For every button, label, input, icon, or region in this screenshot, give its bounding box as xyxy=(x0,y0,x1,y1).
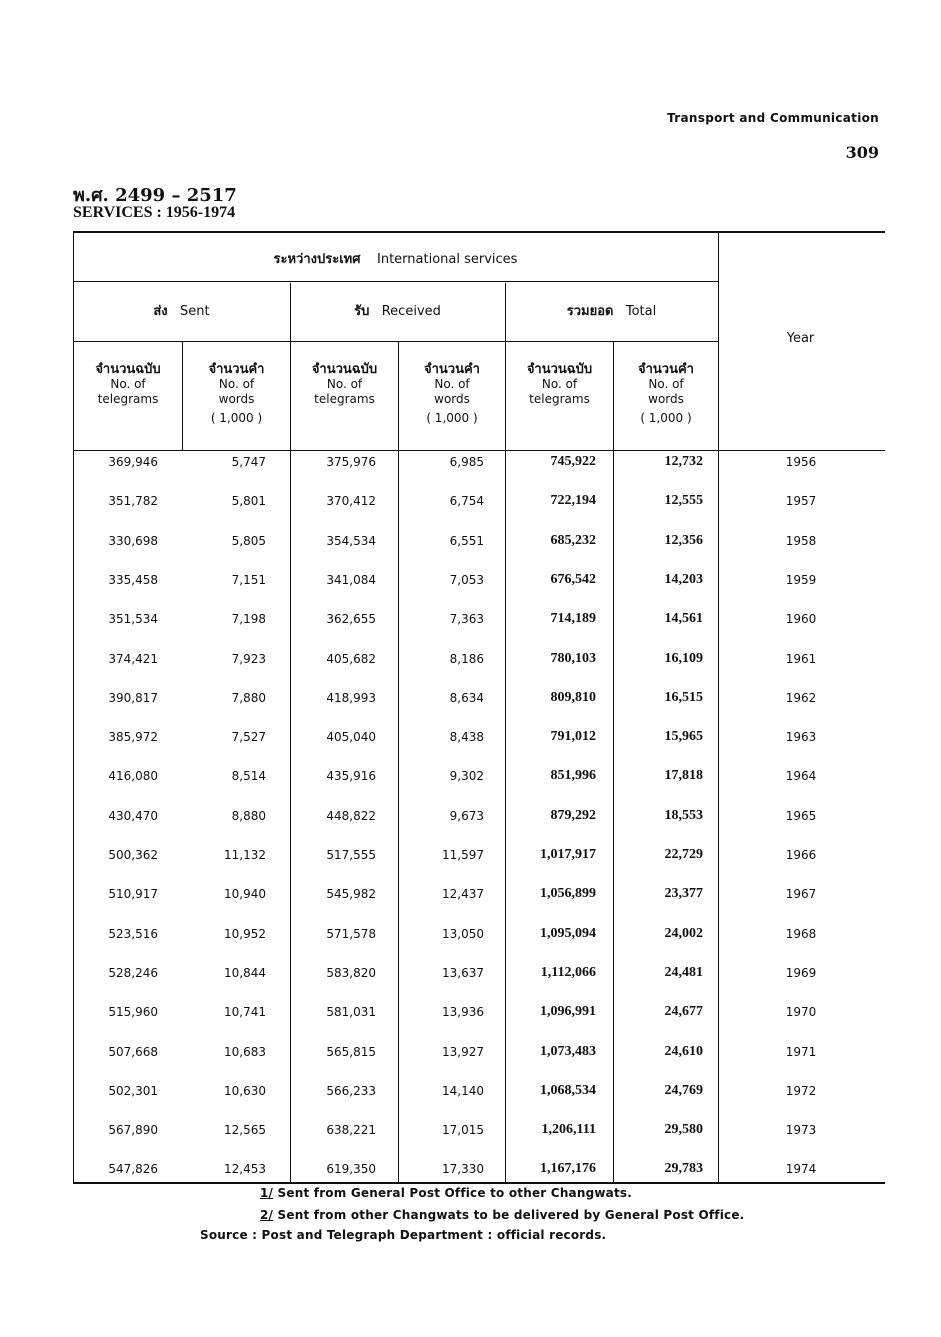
col-header-sent-telegrams xyxy=(74,362,182,407)
col-header-received-words xyxy=(399,362,505,426)
cell-tot-tel: 676,542 xyxy=(550,572,596,587)
international-header-thai: ระหว่างประเทศ xyxy=(273,252,361,267)
running-head: Transport and Communication xyxy=(667,111,879,125)
cell-rec-words: 13,927 xyxy=(442,1045,484,1059)
received-header-english: Received xyxy=(381,304,441,319)
cell-tot-tel: 1,068,534 xyxy=(540,1083,596,1098)
total-header xyxy=(505,304,718,319)
cell-tot-words: 24,481 xyxy=(664,965,703,980)
cell-tot-words: 14,561 xyxy=(664,611,703,626)
cell-sent-tel: 335,458 xyxy=(108,573,158,587)
cell-sent-words: 10,952 xyxy=(224,927,266,941)
col-header-sent-words xyxy=(183,362,290,426)
col-unit-label: ( 1,000 ) xyxy=(426,411,478,425)
cell-rec-words: 13,050 xyxy=(442,927,484,941)
cell-rec-tel: 583,820 xyxy=(326,966,376,980)
cell-year: 1973 xyxy=(785,1123,817,1137)
col-english-label: telegrams xyxy=(314,392,375,406)
col-english-label: words xyxy=(434,392,470,406)
cell-sent-words: 5,801 xyxy=(231,494,266,508)
cell-rec-words: 17,015 xyxy=(442,1123,484,1137)
cell-year: 1966 xyxy=(785,848,817,862)
col-english-label: words xyxy=(218,392,255,406)
cell-sent-words: 5,747 xyxy=(231,455,266,469)
cell-tot-tel: 780,103 xyxy=(550,651,596,666)
cell-year: 1970 xyxy=(785,1005,817,1019)
cell-rec-tel: 362,655 xyxy=(326,612,376,626)
cell-rec-words: 8,634 xyxy=(449,691,484,705)
cell-tot-tel: 809,810 xyxy=(550,690,596,705)
cell-tot-tel: 1,167,176 xyxy=(540,1161,596,1176)
cell-year: 1965 xyxy=(785,809,817,823)
cell-sent-tel: 547,826 xyxy=(108,1162,158,1176)
cell-sent-words: 8,514 xyxy=(231,769,266,783)
cell-rec-tel: 571,578 xyxy=(326,927,376,941)
cell-tot-tel: 1,095,094 xyxy=(540,926,596,941)
cell-year: 1957 xyxy=(785,494,817,508)
cell-sent-tel: 374,421 xyxy=(108,652,158,666)
cell-tot-words: 12,356 xyxy=(664,533,703,548)
col-english-label: No. of xyxy=(541,377,578,391)
total-header-english: Total xyxy=(625,304,657,319)
cell-year: 1968 xyxy=(785,927,817,941)
col-english-label: No. of xyxy=(218,377,255,391)
cell-rec-tel: 375,976 xyxy=(326,455,376,469)
col-thai-label: จำนวนฉบับ xyxy=(95,362,161,377)
col-thai-label: จำนวนคำ xyxy=(208,362,265,377)
col-thai-label: จำนวนคำ xyxy=(424,362,480,377)
col-divider-2 xyxy=(398,341,399,1183)
cell-tot-tel: 851,996 xyxy=(550,768,596,783)
cell-sent-words: 11,132 xyxy=(224,848,266,862)
cell-rec-tel: 435,916 xyxy=(326,769,376,783)
cell-rec-words: 12,437 xyxy=(442,887,484,901)
col-english-label: No. of xyxy=(434,377,470,391)
cell-year: 1974 xyxy=(785,1162,817,1176)
cell-tot-words: 16,515 xyxy=(664,690,703,705)
col-header-total-words xyxy=(614,362,718,426)
international-header-english: International services xyxy=(377,252,518,267)
cell-tot-words: 17,818 xyxy=(664,768,703,783)
cell-sent-words: 10,940 xyxy=(224,887,266,901)
cell-tot-words: 29,580 xyxy=(664,1122,703,1137)
cell-sent-tel: 430,470 xyxy=(108,809,158,823)
col-thai-label: จำนวนฉบับ xyxy=(526,362,593,377)
cell-sent-tel: 515,960 xyxy=(108,1005,158,1019)
cell-sent-tel: 351,782 xyxy=(108,494,158,508)
cell-rec-tel: 566,233 xyxy=(326,1084,376,1098)
cell-rec-tel: 581,031 xyxy=(326,1005,376,1019)
cell-rec-words: 6,985 xyxy=(449,455,484,469)
col-divider-3 xyxy=(613,341,614,1183)
cell-rec-tel: 405,682 xyxy=(326,652,376,666)
cell-rec-words: 9,302 xyxy=(449,769,484,783)
cell-sent-tel: 502,301 xyxy=(108,1084,158,1098)
page-title: SERVICES : 1956-1974 xyxy=(73,204,236,221)
cell-rec-words: 14,140 xyxy=(442,1084,484,1098)
cell-tot-tel: 1,112,066 xyxy=(540,965,596,980)
cell-tot-words: 29,783 xyxy=(664,1161,703,1176)
col-header-total-telegrams xyxy=(506,362,613,407)
cell-rec-tel: 354,534 xyxy=(326,534,376,548)
cell-tot-words: 24,002 xyxy=(664,926,703,941)
col-thai-label: จำนวนคำ xyxy=(638,362,694,377)
cell-sent-words: 8,880 xyxy=(231,809,266,823)
total-header-thai: รวมยอด xyxy=(566,304,614,319)
cell-tot-tel: 722,194 xyxy=(550,493,596,508)
cell-sent-tel: 523,516 xyxy=(108,927,158,941)
cell-sent-words: 10,683 xyxy=(224,1045,266,1059)
table-bottom-rule xyxy=(73,1182,885,1184)
cell-tot-tel: 1,206,111 xyxy=(541,1122,596,1137)
received-header xyxy=(290,304,505,319)
cell-sent-words: 7,880 xyxy=(231,691,266,705)
cell-tot-tel: 1,073,483 xyxy=(540,1044,596,1059)
col-unit-label: ( 1,000 ) xyxy=(210,411,263,425)
cell-sent-tel: 507,668 xyxy=(108,1045,158,1059)
cell-tot-words: 24,610 xyxy=(664,1044,703,1059)
cell-tot-words: 14,203 xyxy=(664,572,703,587)
footnote-1 xyxy=(260,1186,632,1200)
cell-rec-words: 8,438 xyxy=(449,730,484,744)
cell-rec-words: 7,363 xyxy=(449,612,484,626)
footnote-1-mark: 1/ xyxy=(260,1186,274,1200)
cell-sent-words: 10,741 xyxy=(224,1005,266,1019)
international-header xyxy=(73,252,718,267)
page-number: 309 xyxy=(845,143,879,162)
year-header: Year xyxy=(786,331,815,346)
cell-rec-tel: 545,982 xyxy=(326,887,376,901)
received-header-thai: รับ xyxy=(354,304,370,319)
cell-sent-tel: 528,246 xyxy=(108,966,158,980)
sent-header xyxy=(73,304,290,319)
col-unit-label: ( 1,000 ) xyxy=(640,411,692,425)
col-english-label: No. of xyxy=(110,377,146,391)
group-rule xyxy=(73,341,718,342)
cell-rec-tel: 619,350 xyxy=(326,1162,376,1176)
footnote-2-mark: 2/ xyxy=(260,1208,274,1222)
cell-rec-tel: 448,822 xyxy=(326,809,376,823)
cell-rec-words: 7,053 xyxy=(449,573,484,587)
cell-rec-tel: 405,040 xyxy=(326,730,376,744)
cell-rec-tel: 370,412 xyxy=(326,494,376,508)
table-top-rule xyxy=(73,231,885,233)
footnote-2 xyxy=(260,1208,744,1222)
cell-sent-words: 7,923 xyxy=(231,652,266,666)
col-english-label: words xyxy=(648,392,684,406)
cell-tot-words: 22,729 xyxy=(664,847,703,862)
cell-tot-words: 18,553 xyxy=(664,808,703,823)
header-bottom-rule xyxy=(73,450,885,451)
cell-sent-tel: 500,362 xyxy=(108,848,158,862)
cell-year: 1971 xyxy=(785,1045,817,1059)
cell-rec-words: 6,551 xyxy=(449,534,484,548)
cell-year: 1972 xyxy=(785,1084,817,1098)
cell-rec-tel: 341,084 xyxy=(326,573,376,587)
cell-tot-tel: 714,189 xyxy=(550,611,596,626)
cell-tot-words: 12,732 xyxy=(664,454,703,469)
col-english-label: telegrams xyxy=(97,392,159,406)
cell-sent-tel: 351,534 xyxy=(108,612,158,626)
cell-sent-words: 12,565 xyxy=(224,1123,266,1137)
cell-sent-tel: 330,698 xyxy=(108,534,158,548)
cell-tot-words: 15,965 xyxy=(664,729,703,744)
cell-year: 1969 xyxy=(785,966,817,980)
source-note: Source : Post and Telegraph Department : official records. xyxy=(200,1228,607,1242)
cell-year: 1956 xyxy=(785,455,817,469)
col-english-label: No. of xyxy=(326,377,363,391)
cell-tot-tel: 685,232 xyxy=(550,533,596,548)
cell-sent-words: 7,198 xyxy=(231,612,266,626)
cell-year: 1964 xyxy=(785,769,817,783)
sent-header-english: Sent xyxy=(180,304,210,319)
footnote-2-text: Sent from other Changwats to be delivered by General Post Office. xyxy=(277,1208,745,1222)
cell-year: 1958 xyxy=(785,534,817,548)
cell-tot-tel: 745,922 xyxy=(550,454,596,469)
cell-tot-words: 24,677 xyxy=(664,1004,703,1019)
cell-sent-tel: 567,890 xyxy=(108,1123,158,1137)
cell-tot-tel: 879,292 xyxy=(550,808,596,823)
col-thai-label: จำนวนฉบับ xyxy=(311,362,378,377)
cell-rec-words: 13,936 xyxy=(442,1005,484,1019)
cell-tot-words: 23,377 xyxy=(664,886,703,901)
col-english-label: telegrams xyxy=(529,392,590,406)
cell-year: 1961 xyxy=(785,652,817,666)
cell-rec-words: 6,754 xyxy=(449,494,484,508)
cell-tot-tel: 1,017,917 xyxy=(540,847,596,862)
cell-rec-tel: 565,815 xyxy=(326,1045,376,1059)
cell-year: 1967 xyxy=(785,887,817,901)
cell-rec-tel: 638,221 xyxy=(326,1123,376,1137)
cell-sent-tel: 510,917 xyxy=(108,887,158,901)
year-column-divider xyxy=(718,231,719,1183)
cell-tot-words: 24,769 xyxy=(664,1083,703,1098)
cell-sent-words: 5,805 xyxy=(231,534,266,548)
cell-year: 1959 xyxy=(785,573,817,587)
cell-rec-words: 11,597 xyxy=(442,848,484,862)
cell-sent-words: 10,630 xyxy=(224,1084,266,1098)
cell-tot-words: 16,109 xyxy=(664,651,703,666)
title-thai: พ.ศ. 2499 – 2517 xyxy=(73,185,237,206)
cell-rec-words: 17,330 xyxy=(442,1162,484,1176)
cell-rec-words: 13,637 xyxy=(442,966,484,980)
col-header-received-telegrams xyxy=(291,362,398,407)
cell-tot-tel: 791,012 xyxy=(550,729,596,744)
cell-tot-tel: 1,096,991 xyxy=(540,1004,596,1019)
cell-rec-tel: 418,993 xyxy=(326,691,376,705)
cell-sent-words: 12,453 xyxy=(224,1162,266,1176)
cell-rec-words: 8,186 xyxy=(449,652,484,666)
cell-rec-words: 9,673 xyxy=(449,809,484,823)
footnote-1-text: Sent from General Post Office to other Changwats. xyxy=(277,1186,633,1200)
cell-year: 1962 xyxy=(785,691,817,705)
cell-tot-words: 12,555 xyxy=(664,493,703,508)
cell-sent-tel: 416,080 xyxy=(108,769,158,783)
international-rule xyxy=(73,281,718,282)
group-divider-2 xyxy=(505,283,506,1183)
sent-header-thai: ส่ง xyxy=(153,304,168,319)
cell-year: 1963 xyxy=(785,730,817,744)
cell-sent-words: 10,844 xyxy=(224,966,266,980)
cell-sent-tel: 369,946 xyxy=(108,455,158,469)
cell-sent-words: 7,151 xyxy=(231,573,266,587)
cell-sent-tel: 385,972 xyxy=(108,730,158,744)
cell-sent-words: 7,527 xyxy=(231,730,266,744)
cell-rec-tel: 517,555 xyxy=(326,848,376,862)
group-divider-1 xyxy=(290,283,291,1183)
cell-year: 1960 xyxy=(785,612,817,626)
cell-tot-tel: 1,056,899 xyxy=(540,886,596,901)
col-english-label: No. of xyxy=(648,377,684,391)
cell-sent-tel: 390,817 xyxy=(108,691,158,705)
